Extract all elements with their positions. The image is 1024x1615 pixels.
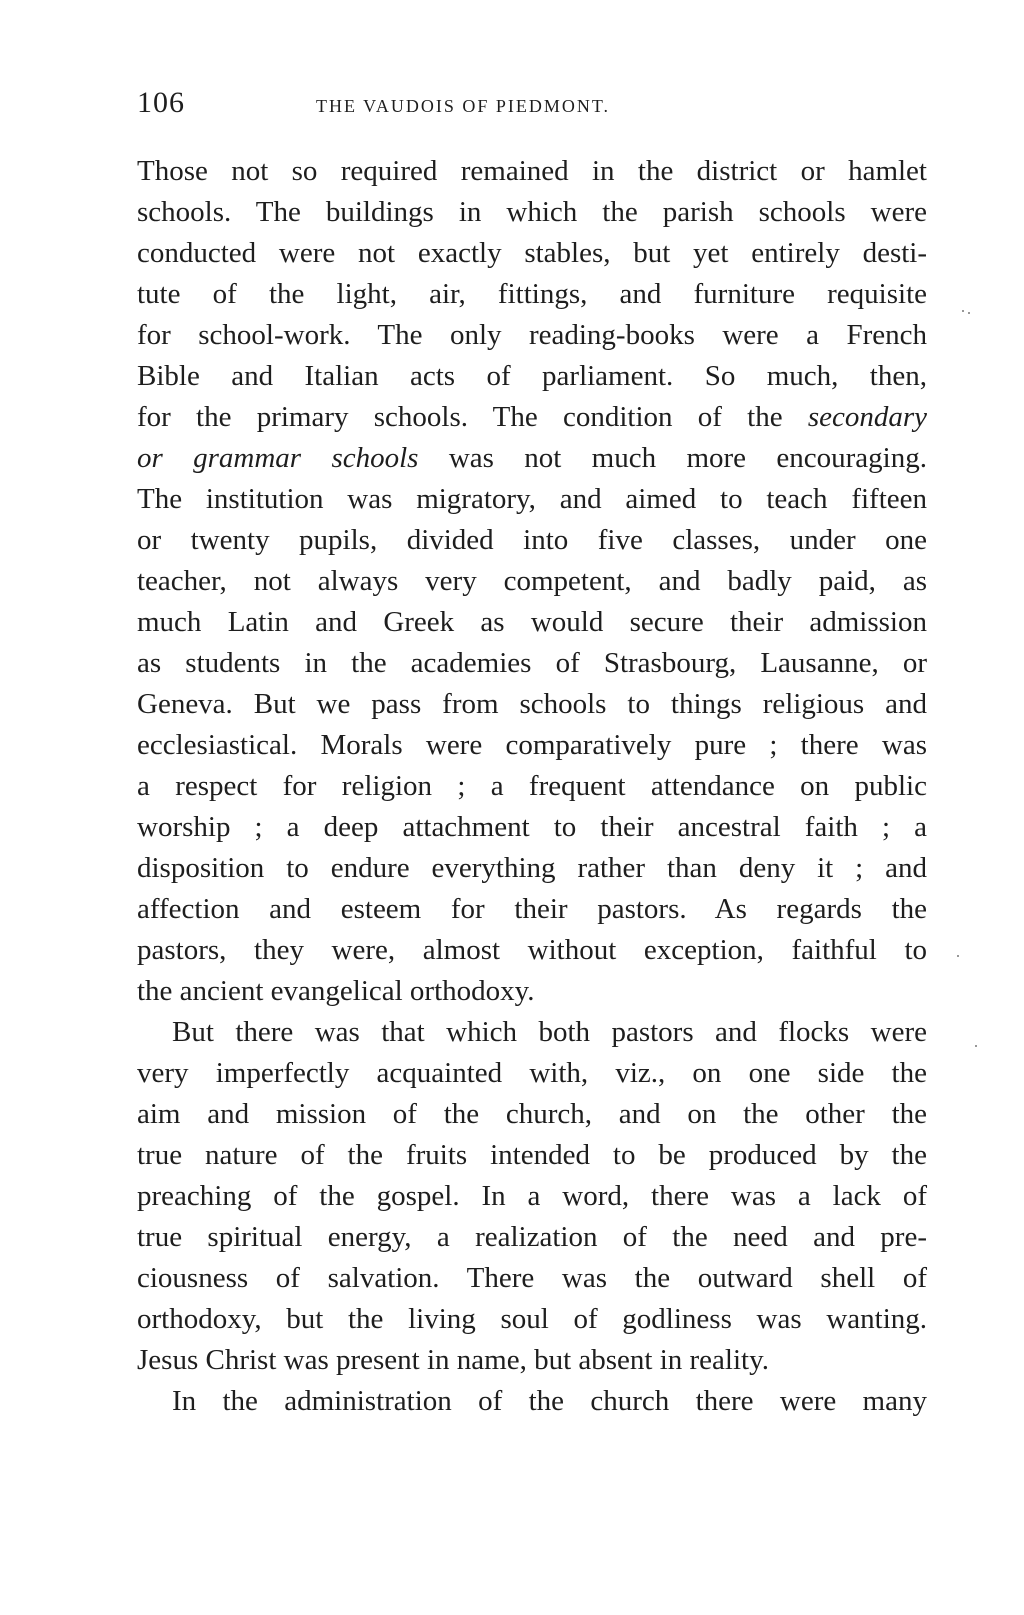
italic-phrase: secondary <box>807 401 928 433</box>
text-line: ecclesiastical. Morals were comparatively pure ; there was <box>137 729 927 761</box>
text-line: the ancient evangelical orthodoxy. <box>137 975 535 1007</box>
page-number: 106 <box>137 86 185 119</box>
text-line: Jesus Christ was present in name, but absent in reality. <box>137 1344 769 1376</box>
italic-phrase: or grammar schools <box>137 442 419 474</box>
text-line: affection and esteem for their pastors. As regards the <box>137 893 927 925</box>
text-line: preaching of the gospel. In a word, there was a lack of <box>137 1180 927 1212</box>
text-line <box>137 438 927 479</box>
text-run: was not much more encouraging. <box>448 442 927 474</box>
text-line: true spiritual energy, a realization of the need and pre- <box>137 1221 927 1253</box>
text-line: for school-work. The only reading-books were a French <box>137 319 927 351</box>
scan-speck <box>968 312 970 314</box>
text-line: very imperfectly acquainted with, viz., on one side the <box>137 1057 927 1089</box>
scan-speck <box>962 310 964 312</box>
text-line: But there was that which both pastors and flocks were <box>172 1016 927 1048</box>
page-header <box>137 86 937 126</box>
body-text <box>137 151 927 1422</box>
text-line: conducted were not exactly stables, but yet entirely desti- <box>137 237 927 269</box>
scan-speck <box>975 1045 977 1047</box>
text-line: Those not so required remained in the district or hamlet <box>137 155 927 187</box>
text-line: Geneva. But we pass from schools to things religious and <box>137 688 927 720</box>
running-title: THE VAUDOIS OF PIEDMONT. <box>316 96 611 116</box>
text-line: worship ; a deep attachment to their ancestral faith ; a <box>137 811 927 843</box>
text-line: Bible and Italian acts of parliament. So much, then, <box>137 360 927 392</box>
scan-speck <box>957 955 959 957</box>
text-line: aim and mission of the church, and on the other the <box>137 1098 927 1130</box>
text-line: or twenty pupils, divided into five classes, under one <box>137 524 927 556</box>
text-line: The institution was migratory, and aimed to teach fifteen <box>137 483 927 515</box>
text-line: teacher, not always very competent, and badly paid, as <box>137 565 927 597</box>
text-line: true nature of the fruits intended to be produced by the <box>137 1139 927 1171</box>
text-line <box>137 397 927 438</box>
text-line: disposition to endure everything rather than deny it ; and <box>137 852 927 884</box>
text-line: ciousness of salvation. There was the outward shell of <box>137 1262 927 1294</box>
text-line: a respect for religion ; a frequent attendance on public <box>137 770 927 802</box>
text-line: orthodoxy, but the living soul of godliness was wanting. <box>137 1303 927 1335</box>
text-line: In the administration of the church there were many <box>172 1385 927 1417</box>
text-line: pastors, they were, almost without exception, faithful to <box>137 934 927 966</box>
text-run: for the primary schools. The condition of the <box>137 401 783 433</box>
text-line: schools. The buildings in which the parish schools were <box>137 196 927 228</box>
text-line: as students in the academies of Strasbourg, Lausanne, or <box>137 647 927 679</box>
text-line: much Latin and Greek as would secure their admission <box>137 606 927 638</box>
text-line: tute of the light, air, fittings, and furniture requisite <box>137 278 927 310</box>
